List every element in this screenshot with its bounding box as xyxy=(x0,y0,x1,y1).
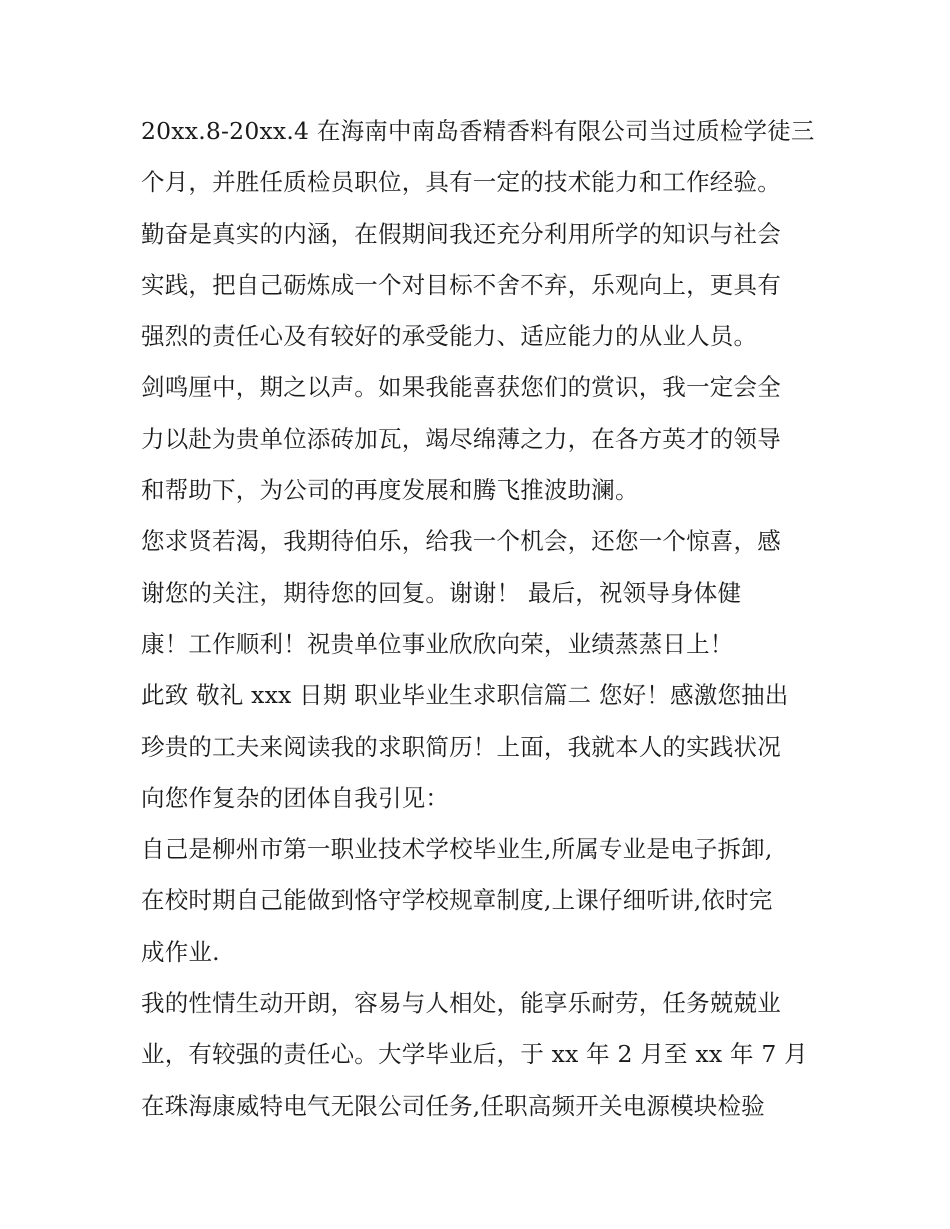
text-line: 在校时期自己能做到恪守学校规章制度,上课仔细听讲,依时完 xyxy=(141,886,773,915)
text-line: 成作业. xyxy=(141,937,220,966)
document-body xyxy=(141,106,831,1132)
text-line: 强烈的责任心及有较好的承受能力、适应能力的从业人员。 xyxy=(141,322,758,351)
text-line: 向您作复杂的团体自我引见： xyxy=(141,783,450,812)
text-line: 个月，并胜任质检员职位，具有一定的技术能力和工作经验。 xyxy=(141,168,781,197)
text-line: 剑鸣厘中，期之以声。如果我能喜获您们的赏识，我一定会全 xyxy=(141,373,781,402)
text-line: 20xx.8-20xx.4 在海南中南岛香精香料有限公司当过质检学徒三 xyxy=(141,117,815,145)
text-line: 珍贵的工夫来阅读我的求职简历！上面，我就本人的实践状况 xyxy=(141,732,781,761)
text-line: 自己是柳州市第一职业技术学校毕业生,所属专业是电子拆卸, xyxy=(141,835,773,864)
text-line: 力以赴为贵单位添砖加瓦，竭尽绵薄之力，在各方英才的领导 xyxy=(141,424,781,453)
text-line: 在珠海康威特电气无限公司任务,任职高频开关电源模块检验 xyxy=(141,1091,765,1120)
text-line: 实践，把自己砺炼成一个对目标不舍不弃，乐观向上，更具有 xyxy=(141,270,781,299)
text-line: 谢您的关注，期待您的回复。谢谢！ 最后，祝领导身体健 xyxy=(141,578,742,607)
text-line: 和帮助下，为公司的再度发展和腾飞推波助澜。 xyxy=(141,476,639,505)
text-line: 业，有较强的责任心。大学毕业后，于 xx 年 2 月至 xx 年 7 月 xyxy=(141,1040,808,1069)
text-line: 您求贤若渴，我期待伯乐，给我一个机会，还您一个惊喜，感 xyxy=(141,527,781,556)
text-line: 此致 敬礼 xxx 日期 职业毕业生求职信篇二 您好！感激您抽出 xyxy=(141,681,789,710)
text-line: 康！工作顺利！祝贵单位事业欣欣向荣，业绩蒸蒸日上！ xyxy=(141,629,734,658)
text-line: 勤奋是真实的内涵，在假期间我还充分利用所学的知识与社会 xyxy=(141,219,781,248)
text-line: 我的性情生动开朗，容易与人相处，能享乐耐劳，任务兢兢业 xyxy=(141,989,781,1018)
